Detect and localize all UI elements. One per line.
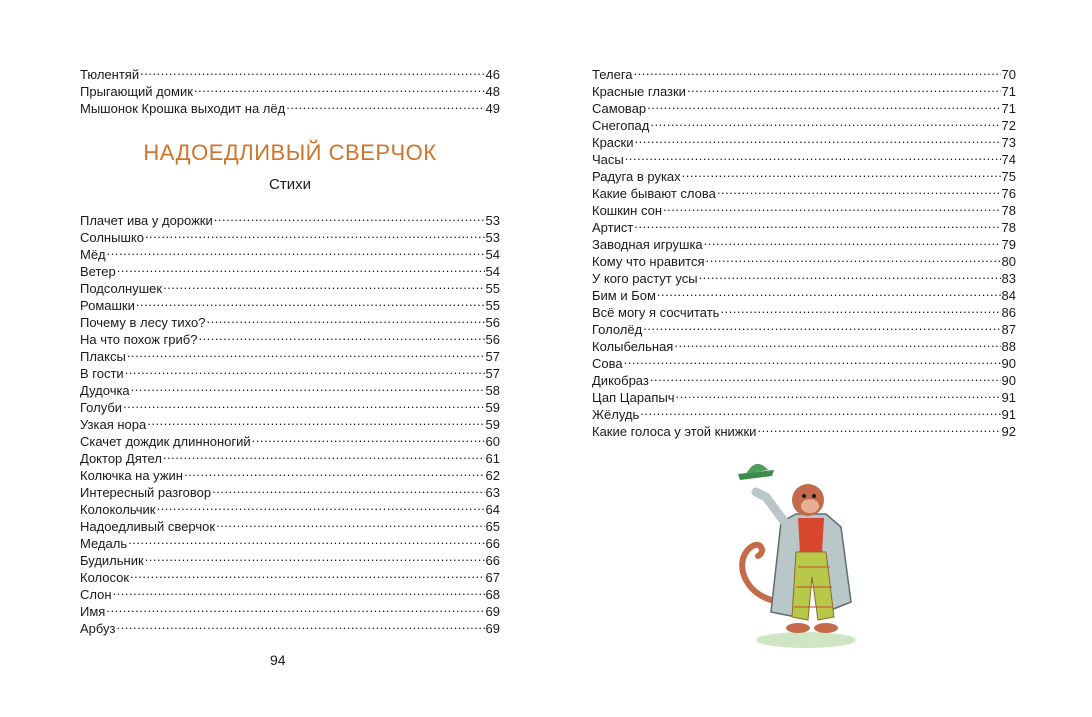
- toc-entry: [592, 334, 1016, 354]
- toc-entry-page: 78: [1001, 220, 1016, 235]
- toc-entry-title: Цап Царапыч: [592, 390, 675, 405]
- toc-entry-page: 65: [485, 519, 500, 534]
- toc-entry-title: Слон: [80, 587, 112, 602]
- toc-leader-dots: [136, 293, 485, 310]
- toc-leader-dots: [286, 96, 484, 113]
- toc-entry-title: Медаль: [80, 536, 128, 551]
- toc-entry-page: 57: [485, 349, 500, 364]
- toc-entry-title: Радуга в руках: [592, 169, 681, 184]
- toc-entry: [80, 62, 500, 82]
- toc-entry: [592, 147, 1016, 167]
- toc-leader-dots: [131, 378, 485, 395]
- toc-entry-page: 58: [485, 383, 500, 398]
- toc-entry-page: 64: [485, 502, 500, 517]
- toc-leader-dots: [106, 599, 484, 616]
- toc-entry: [592, 62, 1016, 82]
- toc-entry-title: Колосок: [80, 570, 130, 585]
- toc-entry-title: Узкая нора: [80, 417, 147, 432]
- toc-entry-page: 55: [485, 298, 500, 313]
- toc-entry-title: Самовар: [592, 101, 647, 116]
- toc-entry-title: Тюлентяй: [80, 67, 140, 82]
- toc-entry-title: Какие голоса у этой книжки: [592, 424, 757, 439]
- page-number: 94: [270, 652, 286, 668]
- toc-entry-page: 61: [485, 451, 500, 466]
- toc-entry: [80, 259, 500, 279]
- toc-leader-dots: [206, 310, 484, 327]
- toc-entry: [80, 344, 500, 364]
- toc-entry-title: Бим и Бом: [592, 288, 656, 303]
- section-subtitle: Стихи: [269, 176, 311, 193]
- toc-entry: [592, 419, 1016, 439]
- left-foot: [786, 623, 810, 633]
- toc-entry-title: Ромашки: [80, 298, 135, 313]
- toc-entry: [592, 215, 1016, 235]
- toc-leader-dots: [704, 232, 1001, 249]
- toc-leader-dots: [140, 62, 484, 79]
- toc-entry-title: Колючка на ужин: [80, 468, 183, 483]
- toc-entry-title: На что похож гриб?: [80, 332, 198, 347]
- monkey-illustration: [726, 452, 876, 652]
- toc-entry-page: 71: [1001, 101, 1016, 116]
- toc-entry: [80, 208, 500, 228]
- right-foot: [814, 623, 838, 633]
- toc-entry-page: 88: [1001, 339, 1016, 354]
- toc-entry-title: Голуби: [80, 400, 123, 415]
- toc-entry: [80, 79, 500, 99]
- toc-entry: [80, 548, 500, 568]
- toc-entry: [592, 96, 1016, 116]
- raised-arm: [756, 492, 786, 524]
- toc-leader-dots: [123, 395, 484, 412]
- toc-leader-dots: [117, 616, 485, 633]
- toc-entry-page: 59: [485, 417, 500, 432]
- toc-entry-title: Телега: [592, 67, 633, 82]
- toc-entry: [592, 232, 1016, 252]
- toc-entry: [80, 310, 500, 330]
- toc-entry-title: Какие бывают слова: [592, 186, 716, 201]
- toc-leader-dots: [212, 480, 484, 497]
- toc-entry-page: 92: [1001, 424, 1016, 439]
- toc-entry: [592, 402, 1016, 422]
- toc-leader-dots: [156, 497, 484, 514]
- toc-entry-page: 75: [1001, 169, 1016, 184]
- toc-entry: [80, 531, 500, 551]
- toc-leader-dots: [145, 225, 485, 242]
- toc-leader-dots: [706, 249, 1001, 266]
- toc-entry-page: 49: [485, 101, 500, 116]
- toc-leader-dots: [125, 361, 485, 378]
- toc-leader-dots: [640, 402, 1000, 419]
- toc-entry: [592, 368, 1016, 388]
- toc-entry-title: Мёд: [80, 247, 106, 262]
- toc-leader-dots: [145, 548, 485, 565]
- toc-entry-title: Интересный разговор: [80, 485, 212, 500]
- toc-leader-dots: [643, 317, 1000, 334]
- toc-leader-dots: [128, 531, 484, 548]
- toc-entry: [592, 351, 1016, 371]
- toc-entry-title: Подсолнушек: [80, 281, 163, 296]
- toc-leader-dots: [647, 96, 1000, 113]
- toc-leader-dots: [163, 446, 485, 463]
- toc-leader-dots: [130, 565, 484, 582]
- trousers: [792, 552, 834, 620]
- toc-entry-page: 78: [1001, 203, 1016, 218]
- toc-entry-title: Колыбельная: [592, 339, 674, 354]
- toc-entry: [592, 130, 1016, 150]
- toc-leader-dots: [127, 344, 485, 361]
- toc-entry: [592, 113, 1016, 133]
- toc-entry-page: 76: [1001, 186, 1016, 201]
- toc-entry-title: Колокольчик: [80, 502, 156, 517]
- toc-entry: [80, 395, 500, 415]
- toc-entry-page: 69: [485, 604, 500, 619]
- toc-entry-page: 91: [1001, 407, 1016, 422]
- toc-entry-title: Надоедливый сверчок: [80, 519, 216, 534]
- toc-entry: [592, 79, 1016, 99]
- toc-entry-title: Имя: [80, 604, 106, 619]
- toc-leader-dots: [687, 79, 1001, 96]
- toc-leader-dots: [720, 300, 1000, 317]
- toc-leader-dots: [117, 259, 485, 276]
- toc-leader-dots: [650, 368, 1001, 385]
- toc-leader-dots: [674, 334, 1000, 351]
- toc-entry-page: 90: [1001, 373, 1016, 388]
- toc-entry-title: Прыгающий домик: [80, 84, 193, 99]
- toc-entry-page: 72: [1001, 118, 1016, 133]
- toc-entry-title: Мышонок Крошка выходит на лёд: [80, 101, 286, 116]
- toc-entry-page: 46: [485, 67, 500, 82]
- toc-entry-title: Кошкин сон: [592, 203, 663, 218]
- toc-entry-title: Всё могу я сосчитать: [592, 305, 720, 320]
- toc-entry-page: 54: [485, 247, 500, 262]
- toc-entry: [80, 599, 500, 619]
- toc-entry-title: Жёлудь: [592, 407, 640, 422]
- toc-leader-dots: [663, 198, 1001, 215]
- toc-entry: [80, 276, 500, 296]
- toc-entry-page: 90: [1001, 356, 1016, 371]
- toc-entry-page: 71: [1001, 84, 1016, 99]
- toc-entry-page: 87: [1001, 322, 1016, 337]
- toc-entry-page: 48: [485, 84, 500, 99]
- toc-leader-dots: [757, 419, 1000, 436]
- toc-leader-dots: [147, 412, 484, 429]
- toc-entry-page: 83: [1001, 271, 1016, 286]
- toc-entry-page: 57: [485, 366, 500, 381]
- shirt: [798, 518, 824, 552]
- toc-entry-page: 59: [485, 400, 500, 415]
- toc-entry-page: 54: [485, 264, 500, 279]
- toc-leader-dots: [198, 327, 484, 344]
- ground-shadow: [756, 632, 856, 648]
- toc-entry-title: Будильник: [80, 553, 144, 568]
- toc-leader-dots: [650, 113, 1000, 130]
- toc-entry-page: 68: [485, 587, 500, 602]
- toc-entry: [80, 412, 500, 432]
- toc-entry-page: 86: [1001, 305, 1016, 320]
- toc-entry-page: 73: [1001, 135, 1016, 150]
- toc-entry-page: 66: [485, 536, 500, 551]
- toc-leader-dots: [625, 147, 1001, 164]
- toc-leader-dots: [624, 351, 1001, 368]
- toc-leader-dots: [194, 79, 485, 96]
- toc-list-poems: [80, 208, 500, 636]
- toc-entry-page: 56: [485, 332, 500, 347]
- toc-leader-dots: [657, 283, 1001, 300]
- toc-entry-page: 70: [1001, 67, 1016, 82]
- toc-leader-dots: [107, 242, 485, 259]
- toc-entry-page: 55: [485, 281, 500, 296]
- toc-entry-title: Доктор Дятел: [80, 451, 162, 466]
- toc-entry-title: Дикобраз: [592, 373, 649, 388]
- toc-entry-page: 67: [485, 570, 500, 585]
- toc-entry: [592, 317, 1016, 337]
- toc-entry-title: Красные глазки: [592, 84, 686, 99]
- toc-entry-page: 91: [1001, 390, 1016, 405]
- toc-leader-dots: [252, 429, 485, 446]
- toc-entry-page: 74: [1001, 152, 1016, 167]
- toc-entry: [80, 293, 500, 313]
- toc-leader-dots: [634, 62, 1001, 79]
- toc-entry-title: Гололёд: [592, 322, 643, 337]
- toc-leader-dots: [184, 463, 485, 480]
- toc-entry-title: Кому что нравится: [592, 254, 705, 269]
- toc-leader-dots: [113, 582, 485, 599]
- toc-entry: [80, 361, 500, 381]
- toc-leader-dots: [216, 514, 484, 531]
- toc-leader-dots: [634, 215, 1000, 232]
- toc-entry-page: 60: [485, 434, 500, 449]
- toc-entry: [80, 242, 500, 262]
- toc-entry-page: 56: [485, 315, 500, 330]
- toc-entry-page: 53: [485, 213, 500, 228]
- toc-entry-title: Часы: [592, 152, 624, 167]
- toc-entry-page: 79: [1001, 237, 1016, 252]
- toc-entry-title: В гости: [80, 366, 124, 381]
- toc-entry: [592, 164, 1016, 184]
- toc-entry-title: У кого растут усы: [592, 271, 698, 286]
- toc-entry-title: Арбуз: [80, 621, 116, 636]
- toc-entry: [592, 385, 1016, 405]
- toc-entry-page: 63: [485, 485, 500, 500]
- right-page: [546, 0, 1092, 717]
- toc-entry-title: Заводная игрушка: [592, 237, 703, 252]
- toc-entry: [80, 378, 500, 398]
- toc-entry-title: Краски: [592, 135, 634, 150]
- toc-entry: [80, 582, 500, 602]
- toc-entry-page: 53: [485, 230, 500, 245]
- toc-leader-dots: [699, 266, 1001, 283]
- toc-leader-dots: [214, 208, 485, 225]
- toc-leader-dots: [676, 385, 1001, 402]
- toc-entry-title: Дудочка: [80, 383, 130, 398]
- toc-entry-title: Снегопад: [592, 118, 650, 133]
- toc-entry-page: 84: [1001, 288, 1016, 303]
- toc-list-right: [592, 62, 1016, 439]
- toc-entry: [80, 616, 500, 636]
- toc-entry-title: Почему в лесу тихо?: [80, 315, 206, 330]
- toc-leader-dots: [634, 130, 1000, 147]
- toc-entry-title: Сова: [592, 356, 623, 371]
- toc-entry-page: 62: [485, 468, 500, 483]
- toc-leader-dots: [717, 181, 1001, 198]
- toc-entry-page: 69: [485, 621, 500, 636]
- toc-entry-title: Солнышко: [80, 230, 144, 245]
- toc-entry-title: Артист: [592, 220, 634, 235]
- toc-entry-title: Плачет ива у дорожки: [80, 213, 213, 228]
- toc-leader-dots: [163, 276, 484, 293]
- toc-list-top: [80, 62, 500, 116]
- toc-entry-page: 80: [1001, 254, 1016, 269]
- section-title: НАДОЕДЛИВЫЙ СВЕРЧОК: [143, 140, 437, 165]
- toc-leader-dots: [682, 164, 1001, 181]
- toc-entry: [80, 565, 500, 585]
- toc-entry-title: Скачет дождик длинноногий: [80, 434, 251, 449]
- toc-entry-page: 66: [485, 553, 500, 568]
- toc-entry-title: Ветер: [80, 264, 116, 279]
- toc-entry-title: Плаксы: [80, 349, 126, 364]
